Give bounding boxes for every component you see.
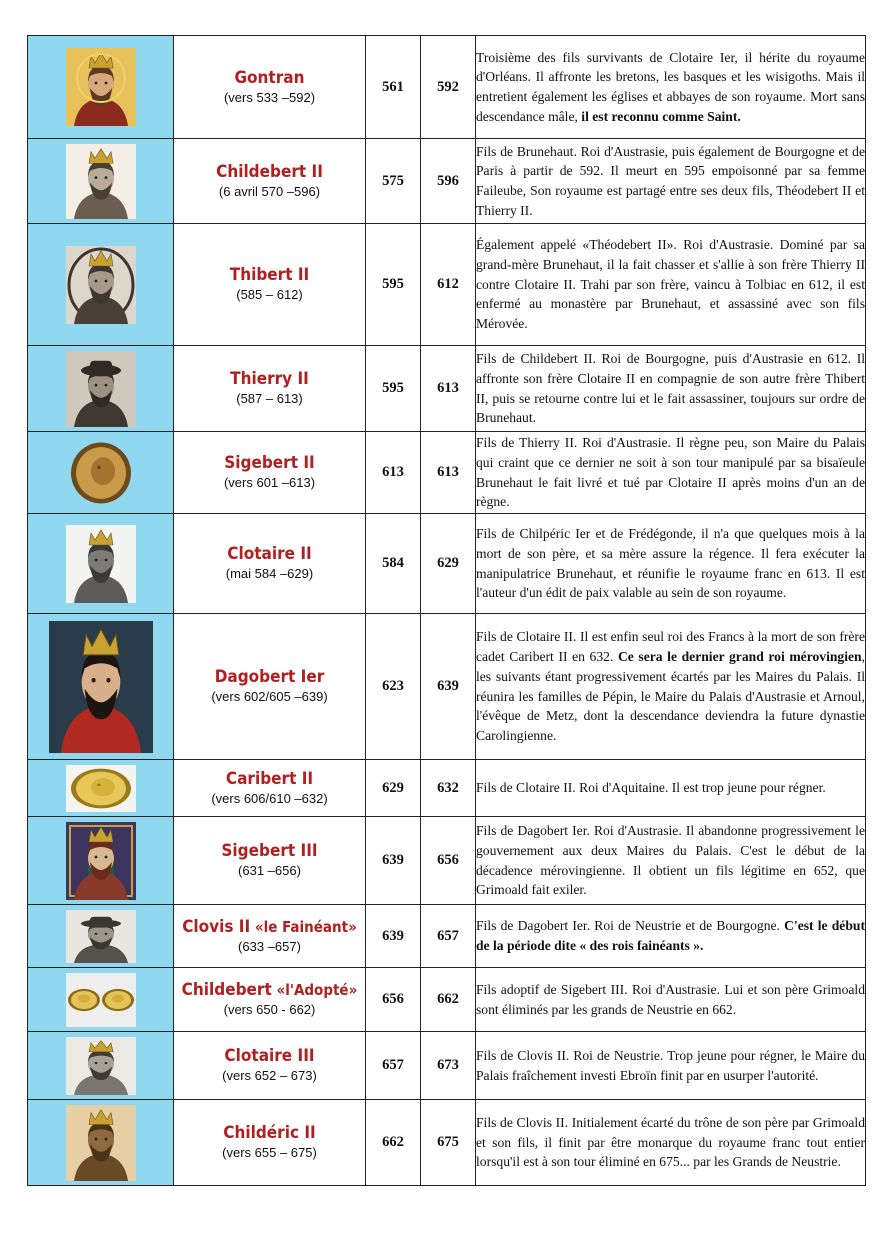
description-text: Fils adoptif de Sigebert III. Roi d'Austrasie. Lui et son père Grimoald sont éliminés par les grands de Neustrie en 662. [476, 981, 865, 1017]
reign-start: 575 [366, 139, 421, 224]
portrait-two-gold-coins-icon [66, 973, 136, 1027]
king-description [476, 905, 866, 968]
king-name-text: Thierry II [230, 369, 309, 390]
portrait-engraving-hat-portrait [66, 351, 136, 427]
description-text: Ce sera le dernier grand roi mérovingien [617, 649, 862, 665]
description-text: Fils de Clovis II. Initialement écarté du trône de son père par Grimoald et son fils, il finit par être monarque du royaume franc tout entier lorsqu'il est à son tour éliminé en 675... par les Grands de Neustrie. [476, 1114, 865, 1170]
portrait-gold-coin-icon [66, 765, 136, 812]
portrait-cell [28, 1100, 174, 1186]
reign-start: 613 [366, 432, 421, 514]
king-description [476, 36, 866, 139]
king-name [174, 768, 365, 790]
king-name-cell [174, 514, 366, 614]
king-name [174, 1045, 365, 1067]
king-name [174, 840, 365, 862]
description-text: Fils de Childebert II. Roi de Bourgogne, puis d'Austrasie en 612. Il affronte son frère Clotaire II en compagnie de son autre frère Thibert II, puis se retourne contre lui et le fait assassiner, toujours sur ordre de Brunehaut. [476, 351, 865, 426]
portrait-statue-bust-crowned [66, 525, 136, 603]
king-name-text: Childebert [181, 980, 272, 1001]
king-row [28, 817, 866, 905]
king-name-cell [174, 1032, 366, 1100]
king-row [28, 224, 866, 346]
portrait-engraving-medallion-portrait [66, 246, 136, 324]
king-name-text: Sigebert II [224, 453, 315, 474]
portrait-cell [28, 432, 174, 514]
king-name [174, 368, 365, 390]
king-name [174, 67, 365, 89]
reign-end: 613 [421, 346, 476, 432]
reign-start: 639 [366, 817, 421, 905]
king-name-cell [174, 224, 366, 346]
portrait-icon-gontran-saint-portrait [66, 48, 136, 126]
reign-end: 613 [421, 432, 476, 514]
king-name-cell [174, 614, 366, 760]
portrait-cell [28, 224, 174, 346]
portrait-miniature-enthroned [66, 822, 136, 900]
description-text: C'est le début de la période dite « des rois fainéants ». [476, 918, 865, 953]
reign-end: 632 [421, 760, 476, 817]
reign-end: 592 [421, 36, 476, 139]
king-name-text: Childebert II [216, 161, 323, 182]
king-description [476, 139, 866, 224]
portrait-cell [28, 1032, 174, 1100]
king-row [28, 1032, 866, 1100]
king-name-cell [174, 1100, 366, 1186]
reign-start: 623 [366, 614, 421, 760]
king-name [174, 666, 365, 688]
king-life-dates: (vers 533 –592) [223, 89, 316, 105]
king-name-cell [174, 905, 366, 968]
king-epithet: «l'Adopté» [271, 981, 358, 1000]
portrait-engraving-profile-sepia [66, 1105, 136, 1181]
king-name [174, 161, 365, 183]
king-name [174, 452, 365, 474]
reign-start: 584 [366, 514, 421, 614]
king-life-dates: (vers 606/610 –632) [211, 790, 328, 806]
king-row [28, 346, 866, 432]
king-description [476, 432, 866, 514]
king-life-dates: (vers 655 – 675) [222, 1145, 317, 1161]
reign-end: 657 [421, 905, 476, 968]
portrait-engraving-hat-bust [66, 910, 136, 963]
portrait-coin-icon [66, 437, 136, 509]
king-row [28, 1100, 866, 1186]
king-description [476, 1032, 866, 1100]
kings-table [27, 35, 866, 1186]
reign-start: 595 [366, 346, 421, 432]
king-description [476, 968, 866, 1032]
king-description [476, 1100, 866, 1186]
king-life-dates: (vers 602/605 –639) [211, 689, 328, 705]
reign-end: 596 [421, 139, 476, 224]
king-description [476, 224, 866, 346]
king-life-dates: (vers 650 - 662) [223, 1002, 316, 1018]
description-text: Également appelé «Théodebert II». Roi d'Austrasie. Dominé par sa grand-mère Brunehaut, il la fait chasser et s'allie à son frère Thierry II contre Clotaire II. Trahi par son frère, vaincu à Tolbiac en 612, il est enfermé au monastère par Brunehaut, et assassiné avec son fils Mérovée. [476, 237, 865, 332]
king-name-text: Gontran [234, 67, 305, 88]
portrait-painting-dagobert [49, 621, 153, 753]
king-row [28, 139, 866, 224]
king-row [28, 614, 866, 760]
king-name [174, 543, 365, 565]
king-description [476, 614, 866, 760]
king-name [174, 979, 365, 1001]
reign-end: 612 [421, 224, 476, 346]
king-epithet: «le Fainéant» [250, 917, 357, 936]
king-name-cell [174, 36, 366, 139]
king-name-text: Sigebert III [221, 841, 318, 862]
reign-start: 657 [366, 1032, 421, 1100]
king-name-cell [174, 760, 366, 817]
description-text: Fils de Clovis II. Roi de Neustrie. Trop jeune pour régner, le Maire du Palais fraîchement investi Ebroïn finit par en usurper l'autorité. [476, 1047, 865, 1083]
portrait-cell [28, 346, 174, 432]
king-description [476, 514, 866, 614]
description-text: Fils de Brunehaut. Roi d'Austrasie, puis également de Bourgogne et de Paris à partir de 592. Il meurt en 595 empoisonné par sa femme Faileube, Son royaume est partagé entre ses deux fils, Théodebert II et Thierry II. [476, 143, 865, 218]
king-row [28, 905, 866, 968]
king-description [476, 346, 866, 432]
king-life-dates: (587 – 613) [236, 391, 303, 407]
king-name-cell [174, 817, 366, 905]
portrait-cell [28, 614, 174, 760]
reign-start: 595 [366, 224, 421, 346]
description-text: Troisième des fils survivants de Clotaire Ier, il hérite du royaume d'Orléans. Il affronte les bretons, les basques et les wisigoths. Mais il entretient également les églises et abbayes de son royaume. Mort sans descendance mâle, [476, 49, 865, 124]
king-name [174, 916, 365, 938]
king-life-dates: (6 avril 570 –596) [218, 183, 321, 199]
reign-start: 662 [366, 1100, 421, 1186]
description-text: Fils de Thierry II. Roi d'Austrasie. Il règne peu, son Maire du Palais qui craint que ce dernier ne soit à son tour manipulé par sa bisaïeule Brunehaut le fait livré et tué par Clotaire II après moins d'un an de règne. [476, 435, 865, 510]
king-name-text: Dagobert Ier [214, 667, 325, 688]
portrait-cell [28, 817, 174, 905]
king-life-dates: (633 –657) [238, 938, 301, 954]
king-name-text: Caribert II [225, 768, 314, 789]
king-life-dates: (mai 584 –629) [225, 566, 314, 582]
king-description [476, 817, 866, 905]
reign-end: 662 [421, 968, 476, 1032]
king-row [28, 432, 866, 514]
portrait-cell [28, 905, 174, 968]
description-text: Fils de Dagobert Ier. Roi d'Austrasie. Il abandonne progressivement le gouvernement aux deux Maires du Palais. C'est le début de la décadence mérovingienne. Il obtient un fils légitime en 652, que Grimoald fait exiler. [476, 823, 865, 898]
king-name-cell [174, 346, 366, 432]
reign-end: 675 [421, 1100, 476, 1186]
reign-start: 656 [366, 968, 421, 1032]
king-name [174, 264, 365, 286]
king-name-cell [174, 432, 366, 514]
king-row [28, 968, 866, 1032]
reign-end: 656 [421, 817, 476, 905]
king-name-text: Clotaire III [224, 1046, 315, 1067]
king-row [28, 760, 866, 817]
portrait-engraving-standing-king [66, 1037, 136, 1095]
king-life-dates: (585 – 612) [236, 287, 303, 303]
reign-end: 629 [421, 514, 476, 614]
portrait-cell [28, 36, 174, 139]
king-life-dates: (vers 601 –613) [223, 475, 316, 491]
king-name [174, 1122, 365, 1144]
reign-end: 673 [421, 1032, 476, 1100]
king-row [28, 514, 866, 614]
reign-start: 639 [366, 905, 421, 968]
king-life-dates: (631 –656) [238, 863, 301, 879]
king-life-dates: (vers 652 – 673) [222, 1068, 317, 1084]
king-description [476, 760, 866, 817]
portrait-cell [28, 139, 174, 224]
portrait-engraving-crowned-profile [66, 144, 136, 219]
reign-start: 561 [366, 36, 421, 139]
description-text: il est reconnu comme Saint. [581, 108, 741, 124]
king-name-text: Clotaire II [227, 544, 312, 565]
description-text: Fils de Clotaire II. Roi d'Aquitaine. Il est trop jeune pour régner. [476, 780, 826, 796]
portrait-cell [28, 514, 174, 614]
portrait-cell [28, 760, 174, 817]
reign-end: 639 [421, 614, 476, 760]
king-name-cell [174, 139, 366, 224]
description-text: Fils de Chilpéric Ier et de Frédégonde, il n'a que quelques mois à la mort de son père, et sa mère assure la régence. Il fera exécuter la manipulatrice Brunehaut, et réunifie le royaume franc en 613. Il est l'auteur d'un édit de paix valable au sein de son royaume. [476, 526, 865, 601]
king-row [28, 36, 866, 139]
king-name-text: Clovis II [182, 916, 251, 937]
portrait-cell [28, 968, 174, 1032]
king-name-cell [174, 968, 366, 1032]
description-text: Fils de Dagobert Ier. Roi de Neustrie et de Bourgogne. [476, 918, 785, 934]
description-text: Fils de Clotaire II. Il est enfin seul roi des Francs à la mort de son frère cadet Caribert II en 632. [476, 629, 865, 665]
king-name-text: Thibert II [229, 265, 310, 286]
reign-start: 629 [366, 760, 421, 817]
king-name-text: Childéric II [223, 1123, 316, 1144]
description-text: , les suivants étant progressivement écartés par les Maires du Palais. Il réunira les familles de Pépin, le Maire du Palais d'Austrasie et Arnoul, l'évêque de Metz, dont la descendance deviendra la future dynastie Carolingienne. [476, 649, 865, 743]
